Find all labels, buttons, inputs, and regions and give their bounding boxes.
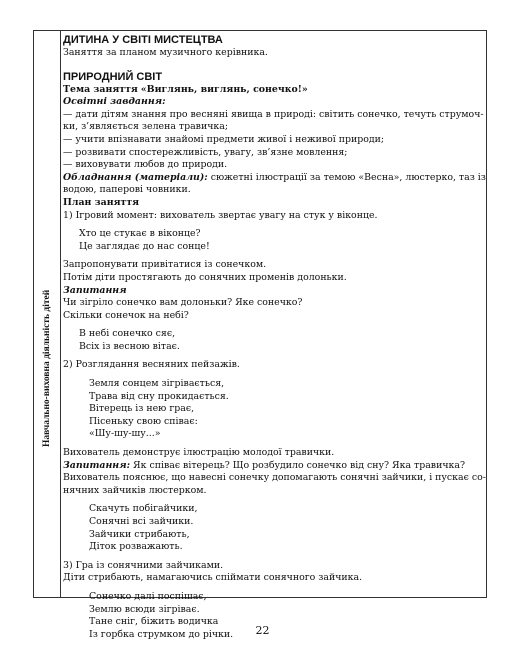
paragraph: нячних зайчиків люстерком. xyxy=(63,484,207,496)
side-label: Навчально-виховна діяльність дітей xyxy=(42,289,52,447)
tasks-label: Освітні завдання: xyxy=(63,96,166,108)
section-title-nature: ПРИРОДНИЙ СВІТ xyxy=(63,70,163,83)
poem-line: Пісеньку свою співає: xyxy=(89,415,198,427)
questions-2-text: Як співає вітерець? Що розбудило сонечко від сну? Яка травичка? xyxy=(130,459,465,471)
poem-line: Тане сніг, біжить водичка xyxy=(89,616,219,628)
section-text-art: Заняття за планом музичного керівника. xyxy=(63,47,268,58)
paragraph: Потім діти простягають до сонячних променів долоньки. xyxy=(63,271,347,283)
questions-label: Запитання xyxy=(63,284,127,296)
topic-line xyxy=(63,84,482,97)
paragraph: Вихователь пояснює, що навесні сонечку допомагають сонячні зайчики, і пускає со- xyxy=(63,472,486,484)
materials-label: Обладнання (матеріали): xyxy=(63,171,208,183)
step-3: 3) Гра із сонячними зайчиками. xyxy=(63,559,224,571)
section-title-art: ДИТИНА У СВІТІ МИСТЕЦТВА xyxy=(63,34,223,46)
task-4: — виховувати любов до природи. xyxy=(63,159,228,171)
poem-line: Із горбка струмком до річки. xyxy=(89,628,234,640)
verse-line: Всіх із весною вітає. xyxy=(79,340,180,352)
poem-line: Скачуть побігайчики, xyxy=(89,503,198,515)
paragraph: Діти стрибають, намагаючись спіймати сонячного зайчика. xyxy=(63,572,363,584)
verse-line: В небі сонечко сяє, xyxy=(79,328,176,340)
task-1a: — дати дітям знання про весняні явища в природі: світить сонечко, течуть струмоч- xyxy=(63,108,484,120)
poem-line: Земля сонцем зігрівається, xyxy=(89,378,225,390)
task-1b: ки, з’являється зелена травичка; xyxy=(63,121,229,133)
task-2: — учити впізнавати знайомі предмети живої і неживої природи; xyxy=(63,133,385,145)
poem-line: Трава від сну прокидається. xyxy=(89,390,229,402)
page-number: 22 xyxy=(255,624,270,637)
materials-line xyxy=(63,171,486,185)
materials-text-2: водою, паперові човники. xyxy=(63,184,191,196)
poem-line: «Шу-шу-шу...» xyxy=(89,428,161,440)
poem-line: Діток розважають. xyxy=(89,541,183,553)
poem-line: Землю всюди зігріває. xyxy=(89,603,200,615)
topic-value: «Виглянь, виглянь, сонечко!» xyxy=(140,83,308,95)
poem-line: Сонечко далі поспішає, xyxy=(89,590,207,602)
poem-line: Вітерець із нею грає, xyxy=(89,403,195,415)
poem-line: Зайчики стрибають, xyxy=(89,528,190,540)
materials-text: сюжетні ілюстрації за темою «Весна», люстерко, таз із xyxy=(207,171,486,183)
question-line: Скільки сонечок на небі? xyxy=(63,309,189,321)
question-line: Чи зігріло сонечко вам долоньки? Яке сонечко? xyxy=(63,297,303,309)
paragraph: Запропонувати привітатися із сонечком. xyxy=(63,259,267,271)
paragraph: Вихователь демонструє ілюстрацію молодої травички. xyxy=(63,447,335,459)
plan-label: План заняття xyxy=(63,196,140,208)
step-2: 2) Розглядання весняних пейзажів. xyxy=(63,359,240,371)
side-column xyxy=(34,31,61,597)
questions-2-line xyxy=(63,460,482,473)
task-3: — розвивати спостережливість, увагу, зв’язне мовлення; xyxy=(63,146,348,158)
verse-line: Хто це стукає в віконце? xyxy=(79,228,201,240)
questions-2-label: Запитання: xyxy=(63,459,131,471)
poem-line: Сонячні всі зайчики. xyxy=(89,516,194,527)
step-1: 1) Ігровий момент: вихователь звертає увагу на стук у віконце. xyxy=(63,209,378,221)
topic-label: Тема заняття xyxy=(63,83,138,95)
verse-line: Це заглядає до нас сонце! xyxy=(79,240,210,252)
